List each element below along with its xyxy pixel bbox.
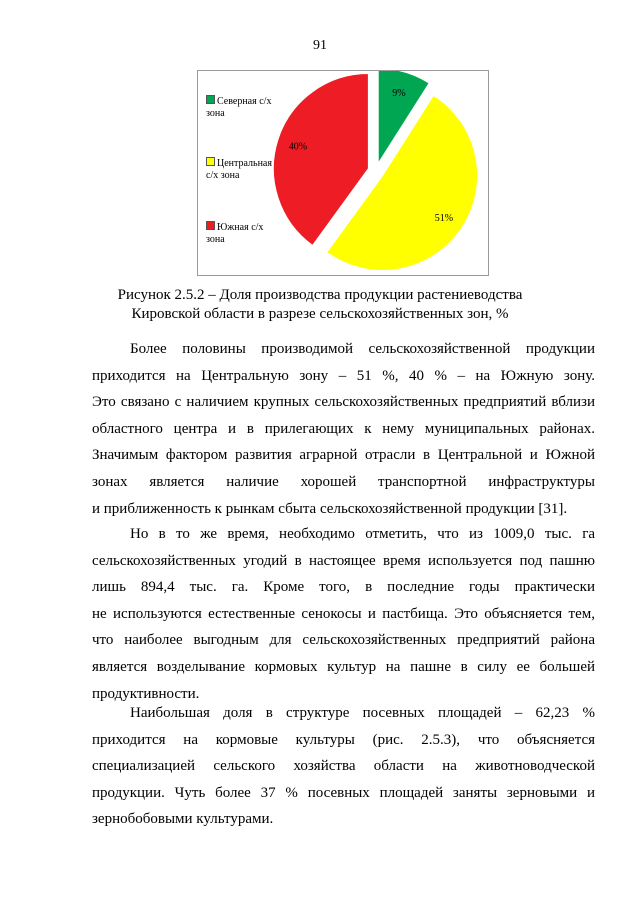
page-number: 91 — [313, 38, 327, 53]
paragraph-line: Но в то же время, необходимо отметить, что из 1009,0 тыс. га — [130, 526, 595, 542]
paragraph-line: и приближенность к рынкам сбыта сельскохозяйственной продукции [31]. — [92, 500, 568, 517]
paragraph-line: является возделывание кормовых культур на пашне в силу ее большей — [92, 658, 595, 675]
paragraph-line: продукции. Чуть более 37 % посевных площадей заняты зерновыми и — [92, 784, 595, 801]
paragraph-3 — [92, 700, 595, 833]
paragraph-line: сельскохозяйственных угодий в настоящее время используется под пашню — [92, 552, 595, 569]
paragraph-line: приходится на Центральную зону – 51 %, 40 % – на Южную зону. — [92, 367, 595, 384]
pie-data-label: 51% — [434, 213, 454, 225]
pie-chart-svg — [198, 71, 488, 275]
paragraph-line: что наиболее выгодным для сельскохозяйственных предприятий района — [92, 632, 595, 649]
paragraph-line: специализацией сельского хозяйства области на животноводческой — [92, 758, 595, 775]
paragraph-1 — [92, 336, 595, 522]
pie-chart — [197, 70, 489, 276]
pie-data-label: 9% — [392, 88, 406, 100]
paragraph-line: областного центра и в прилегающих к нему муниципальных районах. — [92, 420, 595, 437]
caption-line-1: Рисунок 2.5.2 – Доля производства продукции растениеводства — [117, 287, 523, 303]
paragraph-line: Это связано с наличием крупных сельскохозяйственных предприятий вблизи — [92, 394, 595, 411]
paragraph-line: приходится на кормовые культуры (рис. 2.5.3), что объясняется — [92, 731, 595, 748]
legend-label: Центральная с/х зона — [206, 158, 272, 181]
paragraph-line: продуктивности. — [92, 685, 200, 702]
paragraph-line: лишь 894,4 тыс. га. Кроме того, в последние годы практически — [92, 579, 595, 596]
paragraph-2 — [92, 521, 595, 707]
paragraph-line: не используются естественные сенокосы и пастбища. Это объясняется тем, — [92, 605, 595, 622]
caption-line-2: Кировской области в разрезе сельскохозяйственных зон, % — [131, 306, 509, 322]
paragraph-line: Наибольшая доля в структуре посевных площадей – 62,23 % — [130, 705, 595, 721]
legend-label: Северная с/х зона — [206, 96, 272, 119]
legend-label: Южная с/х зона — [206, 222, 264, 245]
paragraph-line: зернобобовыми культурами. — [92, 811, 274, 828]
figure-caption — [0, 286, 640, 324]
paragraph-line: Значимым фактором развития аграрной отрасли в Центральной и Южной — [92, 447, 595, 464]
paragraph-line: Более половины производимой сельскохозяйственной продукции — [130, 341, 595, 357]
pie-data-label: 40% — [288, 141, 308, 153]
paragraph-line: зонах является наличие хорошей транспортной инфраструктуры — [92, 473, 595, 490]
